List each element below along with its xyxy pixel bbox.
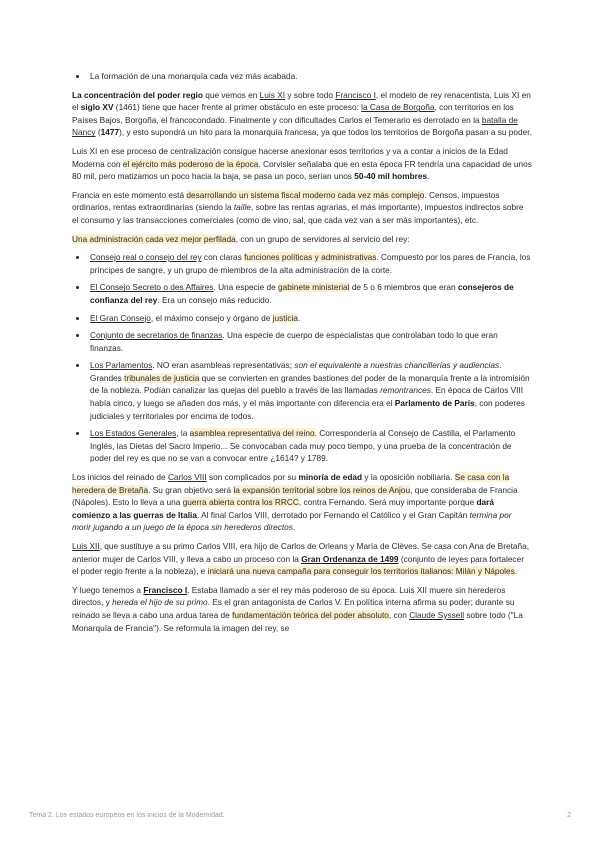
text-run: , que consideraba de Francia (Nápoles). Esto lo lleva a una — [72, 484, 518, 508]
text-run: La concentración del poder regio — [72, 89, 203, 100]
text-run: . — [292, 522, 296, 533]
paragraph — [72, 540, 532, 578]
link-text[interactable]: Conjunto de secretarios de finanzas — [90, 330, 223, 341]
text-run: 1477 — [100, 127, 120, 138]
document-body — [72, 70, 532, 640]
link-text[interactable]: Carlos VIII — [167, 472, 207, 483]
text-run: . Censos, impuestos ordinarios, rentas extraordinarias (siendo la — [72, 189, 500, 213]
text-run: . NO eran asambleas representativas; — [152, 360, 295, 371]
list-item — [88, 251, 532, 276]
text-run: . Correspondería al Consejo de Castilla, el Parlamento Inglés, las Dietas del Sacro Imperio... Se convocaban cada muy poco tiempo, y una prueba de la concentración de poder del rey es que no se van a convocar entre ¿1614? y 1789. — [90, 428, 516, 464]
text-run: que se convierten en grandes bastiones del poder de la monarquía frente a la intromisión de la nobleza. Podían canalizar las quejas del pueblo a través de las llamadas — [90, 372, 530, 396]
highlighted-text: la expansión territorial sobre los reinos de Anjou — [233, 484, 411, 495]
text-run: taille — [233, 202, 251, 213]
text-run: , con territorios en los Países Bajos, Borgoña, el francocondado. Finalmente y con dificultades Carlos el Temerario es derrotado en la — [72, 102, 514, 125]
text-run: minoría de edad — [298, 472, 363, 483]
text-run: . — [427, 171, 430, 182]
text-run: Y luego tenemos a — [72, 584, 144, 595]
link-text[interactable]: la Casa de Borgoña — [361, 102, 435, 113]
text-run: 50-40 mil hombres — [354, 171, 428, 182]
highlighted-text: gabinete ministerial — [278, 282, 350, 293]
link-text[interactable]: Francisco I — [143, 584, 188, 595]
text-run: , sobre las rentas agrarias, el más importante), impuestos indirectos sobre el consumo y las transacciones comerciales (como de vino, sal, que cada vez van a ser más importantes), etc. — [72, 202, 524, 225]
text-run: Parlamento de París — [394, 398, 475, 409]
link-text[interactable]: El Gran Consejo — [90, 312, 151, 323]
paragraph — [72, 233, 532, 246]
link-text[interactable]: Luis XI — [259, 89, 286, 100]
highlighted-text: Una administración cada vez mejor perfilada — [72, 233, 236, 244]
highlighted-text: asamblea representativa del reino — [189, 428, 315, 439]
link-text[interactable]: Los Estados Generales — [90, 428, 177, 439]
text-run: (conjunto de leyes para fortalecer el poder regio frente a la nobleza), e — [72, 553, 524, 577]
text-run: Francia en este momento está — [72, 189, 187, 200]
paragraph — [72, 471, 532, 534]
text-run: , contra Fernando. Será muy importante porque — [298, 497, 477, 508]
list-item — [88, 312, 532, 325]
list-item — [88, 281, 532, 306]
text-run: . Era un consejo más reducido. — [157, 294, 272, 305]
text-run: , el modelo de rey renacentista. Luis XI en el — [72, 89, 531, 113]
link-text[interactable]: Los Parlamentos — [90, 360, 153, 371]
text-run: ), y esto supondrá un hito para la monarquía francesa, ya que todos los territorios de Borgoña pasan a su poder. — [119, 127, 532, 138]
link-text[interactable]: El Consejo Secreto o des Affaires — [90, 282, 214, 293]
text-run: termina por morir jugando a un juego de la época sin herederos directos — [72, 509, 512, 533]
text-run: . — [514, 566, 518, 577]
link-text[interactable]: Claude Syssell — [409, 609, 465, 620]
text-run: . — [298, 312, 301, 323]
text-run: y sobre todo — [285, 89, 336, 100]
text-run: sobre todo ("La Monarquía de Francia"). Se reformula la imagen del rey, se — [72, 609, 523, 633]
text-run: . Una especie de cuerpo de especialistas que controlaban todo lo que eran finanzas. — [90, 330, 498, 353]
text-run: Los inicios del reinado de — [72, 472, 168, 483]
text-run: . Una especie de — [213, 282, 279, 293]
text-run: , con — [388, 609, 410, 620]
text-run: dará comienzo a las guerras de Italia — [72, 497, 494, 520]
highlighted-text: guerra abierta contra los RRCC — [182, 497, 299, 508]
paragraph — [72, 584, 532, 634]
link-text[interactable]: Consejo real o consejo del rey — [90, 252, 202, 263]
text-run: que vemos en — [202, 89, 260, 100]
text-run: consejeros de confianza del rey — [90, 282, 514, 305]
intro-list — [72, 70, 532, 83]
text-run: y la oposición nobiliaria. — [362, 472, 455, 483]
text-run: , con poderes judiciales y territoriales por encima de todos. — [90, 398, 525, 421]
text-run: de 5 o 6 miembros que eran — [349, 282, 458, 293]
list-item — [88, 427, 532, 465]
highlighted-text: iniciará una nueva campaña para conseguir los territorios italianos: Milán y Nápoles — [207, 566, 515, 577]
text-run: . En época de Carlos VIII había cinco, y luego se añaden dos más, y el más importante con diferencia era el — [90, 385, 524, 409]
text-run: . Es el gran antagonista de Carlos V. En política interna afirma su poder; durante su reinado se lleva a cabo una ardua tarea de — [72, 597, 515, 620]
footer-title: Tema 2. Los estados europeos en los inicios de la Modernidad. — [29, 812, 225, 819]
paragraph — [72, 145, 532, 183]
link-text[interactable]: Gran Ordenanza de 1499 — [301, 553, 399, 564]
text-run: . Al final Carlos VIII, derrotado por Fernando el Católico y el Gran Capitán — [196, 509, 470, 520]
list-item — [88, 329, 532, 354]
text-run: , la — [176, 428, 190, 439]
text-run: . Compuesto por los pares de Francia, los príncipes de sangre, y un grupo de miembros de la alta administración de la corte. — [90, 252, 531, 275]
text-run: , con un grupo de servidores al servicio del rey: — [235, 233, 410, 244]
text-run: ( — [95, 127, 101, 138]
link-text[interactable]: batalla de Nancy — [72, 114, 518, 138]
page-number: 2 — [567, 812, 571, 819]
highlighted-text: Se casa con la heredera de Bretaña — [72, 472, 510, 495]
highlighted-text: justicia — [272, 312, 299, 323]
list-item: • La formación de una monarquía cada vez más acabada. — [88, 70, 532, 83]
page-footer — [29, 812, 571, 819]
text-run: . Su gran objetivo será — [148, 484, 234, 495]
text-run: hereda el hijo de su primo — [112, 597, 208, 608]
highlighted-text: desarrollando un sistema fiscal moderno cada vez más complejo — [186, 189, 425, 200]
highlighted-text: fundamentación teórica del poder absoluto — [232, 609, 389, 620]
highlighted-text: tribunales de justicia — [124, 372, 200, 383]
text-run: remontrances — [380, 385, 431, 396]
text-run: son complicados por su — [206, 472, 299, 483]
text-run: son el equivalente a nuestras chancillerías y audiencias — [294, 360, 500, 371]
highlighted-text: funciones políticas y administrativas — [244, 252, 377, 263]
paragraph — [72, 89, 532, 139]
text-run: (1461) tiene que hacer frente al primer obstáculo en este proceso: — [113, 102, 362, 113]
link-text[interactable]: Luis XII — [72, 541, 100, 551]
link-text[interactable]: Francisco I — [335, 89, 376, 100]
text-run: con claras — [201, 252, 245, 263]
text-run: , que sustituye a su primo Carlos VIII, era hijo de Carlos de Orleans y María de Clèves. Se casa con Ana de Bretaña, anterior mujer de Carlos VIII, y lleva a cabo un proceso con la — [72, 541, 530, 564]
highlighted-text: el ejército más poderoso de la época — [122, 158, 259, 169]
text-run: . Estaba llamado a ser el rey más poderoso de su época. Luis XII muere sin herederos directos, y — [72, 584, 506, 608]
text-run: Luis XI en ese proceso de centralización consigue hacerse anexionar esos territorios y va a contar a inicios de la Edad Moderna con — [72, 145, 508, 169]
administration-list — [72, 251, 532, 465]
list-item — [88, 359, 532, 422]
text-run: . Corvisier señalaba que en esta época FR tendría una capacidad de unos 80 mil, pero matizamos un poco hacia la baja, se pasa un poco, serían unos — [72, 158, 532, 182]
text-run: siglo XV — [80, 102, 114, 113]
paragraph — [72, 189, 532, 227]
text-run: , el máximo consejo y órgano de — [150, 312, 273, 323]
text-run: . Grandes — [90, 360, 502, 383]
